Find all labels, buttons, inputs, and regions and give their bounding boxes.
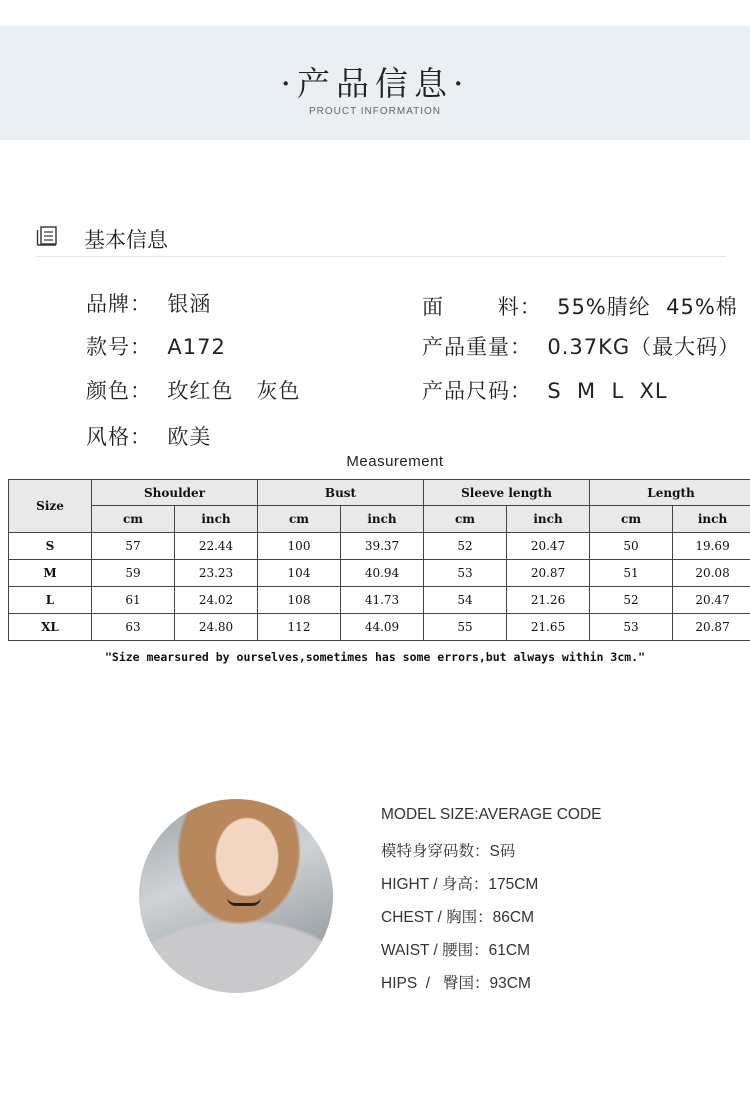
table-cell: 52 [424,533,507,560]
unit-header: inch [507,506,590,533]
table-cell: 54 [424,587,507,614]
table-cell: 44.09 [341,614,424,641]
table-cell: XL [9,614,92,641]
table-caption: Measurement [346,453,444,470]
model-size-line: WAIST / 腰围：61CM [381,942,530,959]
material-info: 面 料： 55%腈纶 45%棉 [422,295,738,319]
size-header: Size [9,480,92,533]
table-cell: 24.02 [175,587,258,614]
table-row [9,614,750,641]
model-size-line: HIPS / 臀国：93CM [381,975,531,992]
brand-info: 品牌： 银涵 [86,292,212,316]
document-list-icon [36,226,58,246]
banner-subtitle: PROUCT INFORMATION [308,106,442,117]
table-cell: 51 [590,560,673,587]
unit-header: cm [92,506,175,533]
table-cell: 20.08 [673,560,750,587]
table-cell: 112 [258,614,341,641]
sizes-info: 产品尺码： S M L XL [422,379,668,403]
table-cell: 40.94 [341,560,424,587]
size-table [8,479,750,641]
model-size-line: CHEST / 胸围：86CM [381,909,535,926]
table-cell: 41.73 [341,587,424,614]
group-header: Shoulder [92,480,258,506]
unit-header: inch [673,506,750,533]
unit-header: inch [341,506,424,533]
weight-info: 产品重量： 0.37KG（最大码） [422,335,741,359]
table-cell: 39.37 [341,533,424,560]
banner-title: ·产品信息· [280,64,470,103]
unit-header: cm [258,506,341,533]
table-cell: 104 [258,560,341,587]
table-cell: 20.47 [673,587,750,614]
table-cell: 19.69 [673,533,750,560]
model-photo [139,799,333,993]
choker-necklace [227,897,261,906]
unit-header: inch [175,506,258,533]
style-info: 风格： 欧美 [86,425,212,449]
table-cell: 22.44 [175,533,258,560]
style-number-info: 款号： A172 [86,335,226,359]
table-cell: 63 [92,614,175,641]
table-cell: 53 [590,614,673,641]
table-cell: M [9,560,92,587]
table-cell: 57 [92,533,175,560]
model-size-line: MODEL SIZE:AVERAGE CODE [381,806,602,823]
table-cell: 20.47 [507,533,590,560]
table-cell: 55 [424,614,507,641]
header-banner [0,26,750,140]
section-title: 基本信息 [84,228,168,252]
table-cell: 100 [258,533,341,560]
table-cell: 24.80 [175,614,258,641]
table-cell: 23.23 [175,560,258,587]
unit-header: cm [424,506,507,533]
section-header [36,224,726,257]
unit-header: cm [590,506,673,533]
table-cell: 108 [258,587,341,614]
table-cell: 21.26 [507,587,590,614]
group-header: Sleeve length [424,480,590,506]
model-size-line: 模特身穿码数：S码 [381,843,516,860]
table-cell: 61 [92,587,175,614]
group-header: Length [590,480,750,506]
table-row [9,587,750,614]
table-cell: L [9,587,92,614]
model-size-line: HIGHT / 身高：175CM [381,876,539,893]
table-cell: 50 [590,533,673,560]
measurement-note: "Size mearsured by ourselves,sometimes has some errors,but always within 3cm." [104,650,646,664]
table-cell: 20.87 [507,560,590,587]
table-cell: 20.87 [673,614,750,641]
table-cell: 52 [590,587,673,614]
table-row [9,533,750,560]
table-cell: 59 [92,560,175,587]
table-row [9,560,750,587]
colors-info: 颜色： 玫红色 灰色 [86,379,301,403]
group-header: Bust [258,480,424,506]
table-cell: S [9,533,92,560]
table-cell: 21.65 [507,614,590,641]
table-cell: 53 [424,560,507,587]
